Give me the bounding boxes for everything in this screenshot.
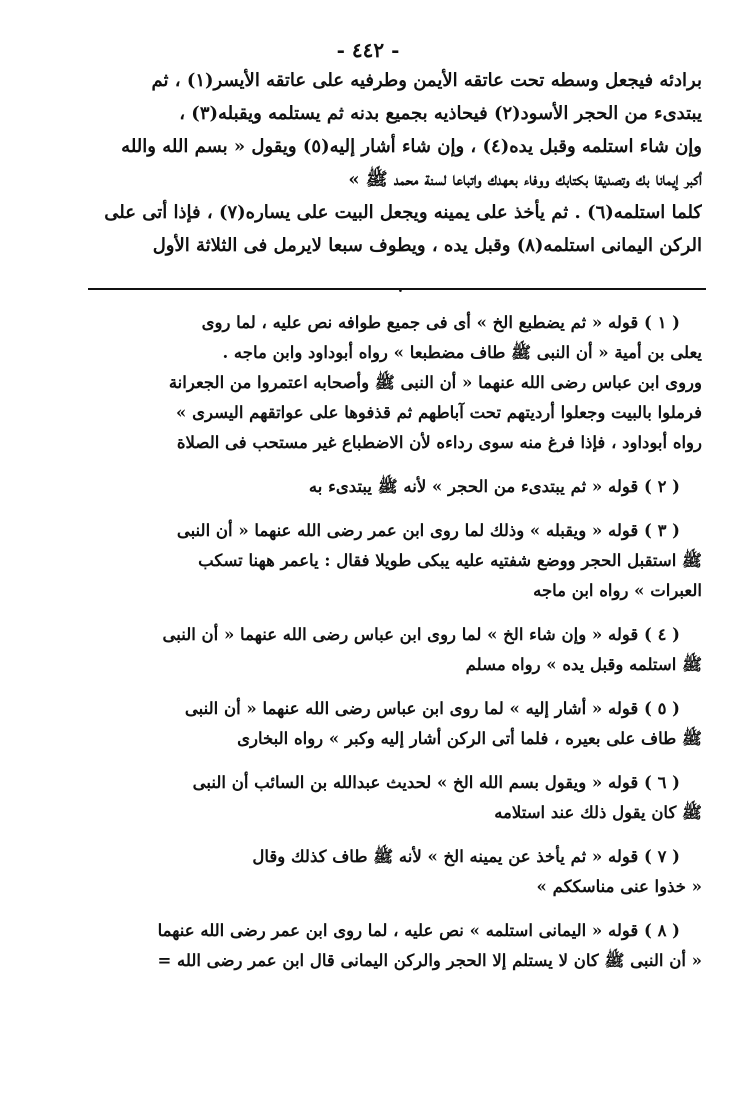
footnote-line: ( ١ ) قوله « ثم يضطبع الخ » أى فى جميع طوافه نص عليه ، لما روى xyxy=(201,313,680,332)
footnote-divider xyxy=(88,288,706,290)
main-text-line: يبتدىء من الحجر الأسود(٢) فيحاذيه بجميع بدنه ثم يستلمه ويقبله(٣) ، xyxy=(179,103,702,124)
trailing-mark: . xyxy=(398,280,403,296)
footnote-line: « خذوا عنى مناسككم » xyxy=(536,877,702,896)
footnote-line: ( ٨ ) قوله « اليمانى استلمه » نص عليه ، لما روى ابن عمر رضى الله عنهما xyxy=(157,921,680,940)
footnote-line: ( ٣ ) قوله « ويقبله » وذلك لما روى ابن عمر رضى الله عنهما « أن النبى xyxy=(176,521,680,540)
footnote-line: ( ٦ ) قوله « ويقول بسم الله الخ » لحديث عبدالله بن السائب أن النبى xyxy=(192,773,680,792)
footnote-3 xyxy=(92,516,702,606)
footnote-line: رواه أبوداود ، فإذا فرغ منه سوى رداءه لأن الاضطباع غير مستحب فى الصلاة xyxy=(176,433,702,452)
footnote-line: يعلى بن أمية « أن النبى ﷺ طاف مضطبعا » رواه أبوداود وابن ماجه . xyxy=(222,343,702,362)
footnote-6 xyxy=(92,768,702,828)
footnote-2 xyxy=(92,472,702,502)
footnote-line: ( ٥ ) قوله « أشار إليه » لما روى ابن عباس رضى الله عنهما « أن النبى xyxy=(184,699,680,718)
page-number: - ٤٤٢ - xyxy=(336,38,400,62)
footnote-1 xyxy=(92,308,702,458)
footnote-line: ( ٧ ) قوله « ثم يأخذ عن يمينه الخ » لأنه ﷺ طاف كذلك وقال xyxy=(252,847,680,866)
footnote-line: « أن النبى ﷺ كان لا يستلم إلا الحجر والركن اليمانى قال ابن عمر رضى الله = xyxy=(157,951,702,970)
footnote-line: وروى ابن عباس رضى الله عنهما « أن النبى ﷺ وأصحابه اعتمروا من الجعرانة xyxy=(168,373,702,392)
footnote-line: ﷺ استلمه وقبل يده » رواه مسلم xyxy=(465,655,702,674)
footnote-line: ( ٤ ) قوله « وإن شاء الخ » لما روى ابن عباس رضى الله عنهما « أن النبى xyxy=(162,625,680,644)
main-text xyxy=(92,64,702,262)
footnote-line: العبرات » رواه ابن ماجه xyxy=(533,581,702,600)
footnote-line: ( ٢ ) قوله « ثم يبتدىء من الحجر » لأنه ﷺ يبتدىء به xyxy=(308,477,680,496)
footnote-4 xyxy=(92,620,702,680)
main-text-line: وإن شاء استلمه وقبل يده(٤) ، وإن شاء أشار إليه(٥) ويقول « بسم الله والله xyxy=(121,136,702,157)
footnote-8 xyxy=(92,916,702,976)
main-text-line: برادئه فيجعل وسطه تحت عاتقه الأيمن وطرفيه على عاتقه الأيسر(١) ، ثم xyxy=(151,70,702,91)
footnote-5 xyxy=(92,694,702,754)
footnote-7 xyxy=(92,842,702,902)
main-text-line: كلما استلمه(٦) . ثم يأخذ على يمينه ويجعل البيت على يساره(٧) ، فإذا أتى على xyxy=(104,202,702,223)
footnote-line: ﷺ طاف على بعيره ، فلما أتى الركن أشار إليه وكبر » رواه البخارى xyxy=(237,729,702,748)
footnote-line: ﷺ استقبل الحجر ووضع شفتيه عليه يبكى طويلا فقال : ياعمر ههنا تسكب xyxy=(198,551,702,570)
main-text-line: أكبر إيمانا بك وتصديقا بكتابك ووفاء بعهدك واتباعا لسنة محمد ﷺ » xyxy=(348,169,702,190)
footnotes xyxy=(92,308,702,990)
main-text-line: الركن اليمانى استلمه(٨) وقبل يده ، ويطوف سبعا لايرمل فى الثلاثة الأول xyxy=(152,235,702,256)
footnote-line: ﷺ كان يقول ذلك عند استلامه xyxy=(494,803,702,822)
footnote-line: فرملوا بالبيت وجعلوا أرديتهم تحت آباطهم ثم قذفوها على عواتقهم اليسرى » xyxy=(176,403,702,422)
